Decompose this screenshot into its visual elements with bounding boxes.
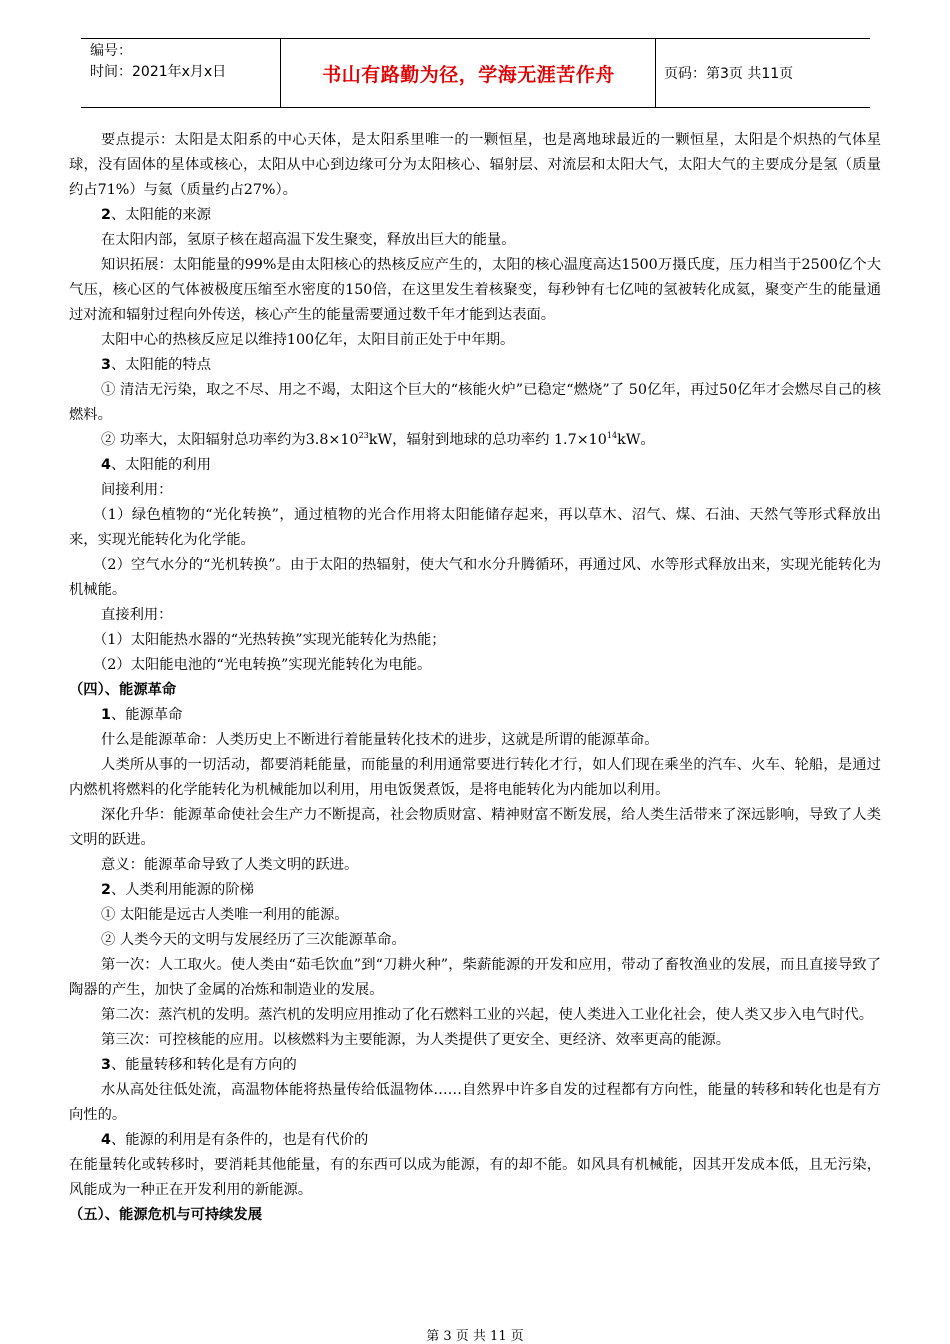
subheading <box>69 453 881 478</box>
paragraph: 第二次：蒸汽机的发明。蒸汽机的发明应用推动了化石燃料工业的兴起，使人类进入工业化社会，使人类又步入电气时代。 <box>101 1007 874 1023</box>
paragraph: 第三次：可控核能的应用。以核燃料为主要能源，为人类提供了更安全、更经济、效率更高的能源。 <box>101 1032 731 1048</box>
time-label: 时间：2021年x月x日 <box>90 64 227 80</box>
paragraph-text: kW，辐射到地球的总功率约 1.7×10 <box>368 432 607 448</box>
subheading <box>69 878 881 903</box>
heading-text: 、能源革命 <box>110 707 183 723</box>
heading-text: 、太阳能的利用 <box>110 457 212 473</box>
heading-number: 3 <box>101 357 111 373</box>
subheading <box>69 353 881 378</box>
heading-number: 1 <box>101 707 111 723</box>
paragraph <box>69 428 881 453</box>
paragraph: （2）太阳能电池的“光电转换”实现光能转化为电能。 <box>93 657 432 673</box>
document-header <box>81 38 870 108</box>
paragraph: ② 人类今天的文明与发展经历了三次能源革命。 <box>101 932 406 948</box>
heading-number: 3 <box>101 1057 111 1073</box>
heading-number: 2 <box>101 207 111 223</box>
heading-text: 、太阳能的来源 <box>110 207 212 223</box>
document-body <box>69 128 881 1228</box>
paragraph: 意义：能源革命导致了人类文明的跃进。 <box>101 857 359 873</box>
exponent: 14 <box>606 431 618 440</box>
header-motto: 书山有路勤为径，学海无涯苦作舟 <box>282 39 656 107</box>
section-heading: （五）、能源危机与可持续发展 <box>69 1207 263 1223</box>
paragraph: ① 清洁无污染，取之不尽、用之不竭，太阳这个巨大的“核能火炉”已稳定“燃烧”了 50亿年，再过50亿年才会燃尽自己的核燃料。 <box>69 382 881 423</box>
paragraph: 第一次：人工取火。使人类由“茹毛饮血”到“刀耕火种”，柴薪能源的开发和应用，带动了畜牧渔业的发展，而且直接导致了陶器的产生，加快了金属的冶炼和制造业的发展。 <box>69 957 881 998</box>
paragraph: 水从高处往低处流，高温物体能将热量传给低温物体……自然界中许多自发的过程都有方向性，能量的转移和转化也是有方向性的。 <box>69 1082 881 1123</box>
paragraph: 要点提示：太阳是太阳系的中心天体，是太阳系里唯一的一颗恒星，也是离地球最近的一颗恒星，太阳是个炽热的气体星球，没有固体的星体或核心，太阳从中心到边缘可分为太阳核心、辐射层、对流层和太阳大气，太阳大气的主要成分是氢（质量约占71%）与氦（质量约占27%）。 <box>69 132 881 198</box>
heading-number: 2 <box>101 882 111 898</box>
paragraph: （1）太阳能热水器的“光热转换”实现光能转化为热能； <box>93 632 446 648</box>
subheading <box>69 203 881 228</box>
paragraph: 太阳中心的热核反应足以维持100亿年，太阳目前正处于中年期。 <box>101 332 515 348</box>
paragraph: （2）空气水分的“光机转换”。由于太阳的热辐射，使大气和水分升腾循环，再通过风、水等形式释放出来，实现光能转化为机械能。 <box>69 557 881 598</box>
heading-number: 4 <box>101 1132 111 1148</box>
section-heading: （四）、能源革命 <box>69 682 177 698</box>
paragraph: 什么是能源革命：人类历史上不断进行着能量转化技术的进步，这就是所谓的能源革命。 <box>101 732 659 748</box>
paragraph: 在能量转化或转移时，要消耗其他能量，有的东西可以成为能源，有的却不能。如风具有机械能，因其开发成本低，且无污染，风能成为一种正在开发利用的新能源。 <box>69 1157 881 1198</box>
header-page-info: 页码：第3页 共11页 <box>664 66 794 82</box>
heading-text: 、能源的利用是有条件的，也是有代价的 <box>110 1132 369 1148</box>
page-footer: 第 3 页 共 11 页 <box>426 1329 524 1344</box>
paragraph: （1）绿色植物的“光化转换”，通过植物的光合作用将太阳能储存起来，再以草木、沼气、煤、石油、天然气等形式释放出来，实现光能转化为化学能。 <box>69 507 881 548</box>
paragraph: 直接利用： <box>101 607 173 623</box>
header-info-cell <box>81 39 281 107</box>
heading-number: 4 <box>101 457 111 473</box>
paragraph-text: kW。 <box>617 432 655 448</box>
paragraph: 深化升华：能源革命使社会生产力不断提高，社会物质财富、精神财富不断发展，给人类生活带来了深远影响，导致了人类文明的跃进。 <box>69 807 881 848</box>
paragraph: 间接利用： <box>101 482 173 498</box>
subheading <box>69 703 881 728</box>
number-label: 编号： <box>90 43 132 59</box>
paragraph: 在太阳内部，氢原子核在超高温下发生聚变，释放出巨大的能量。 <box>101 232 516 248</box>
paragraph: ① 太阳能是远古人类唯一利用的能源。 <box>101 907 349 923</box>
paragraph-text: ② 功率大，太阳辐射总功率约为3.8×10 <box>101 432 359 448</box>
exponent: 23 <box>358 431 369 440</box>
heading-text: 、能量转移和转化是有方向的 <box>110 1057 297 1073</box>
subheading <box>69 1053 881 1078</box>
heading-text: 、人类利用能源的阶梯 <box>110 882 254 898</box>
paragraph: 人类所从事的一切活动，都要消耗能量，而能量的利用通常要进行转化才行，如人们现在乘坐的汽车、火车、轮船，是通过内燃机将燃料的化学能转化为机械能加以利用，用电饭煲煮饭，是将电能转化为内能加以利用。 <box>69 757 881 798</box>
subheading <box>69 1128 881 1153</box>
heading-text: 、太阳能的特点 <box>110 357 212 373</box>
paragraph: 知识拓展：太阳能量的99%是由太阳核心的热核反应产生的，太阳的核心温度高达1500万摄氏度，压力相当于2500亿个大气压，核心区的气体被极度压缩至水密度的150倍，在这里发生着核聚变，每秒钟有七亿吨的氢被转化成氦，聚变产生的能量通过对流和辐射过程向外传送，核心产生的能量需要通过数千年才能到达表面。 <box>69 257 881 323</box>
